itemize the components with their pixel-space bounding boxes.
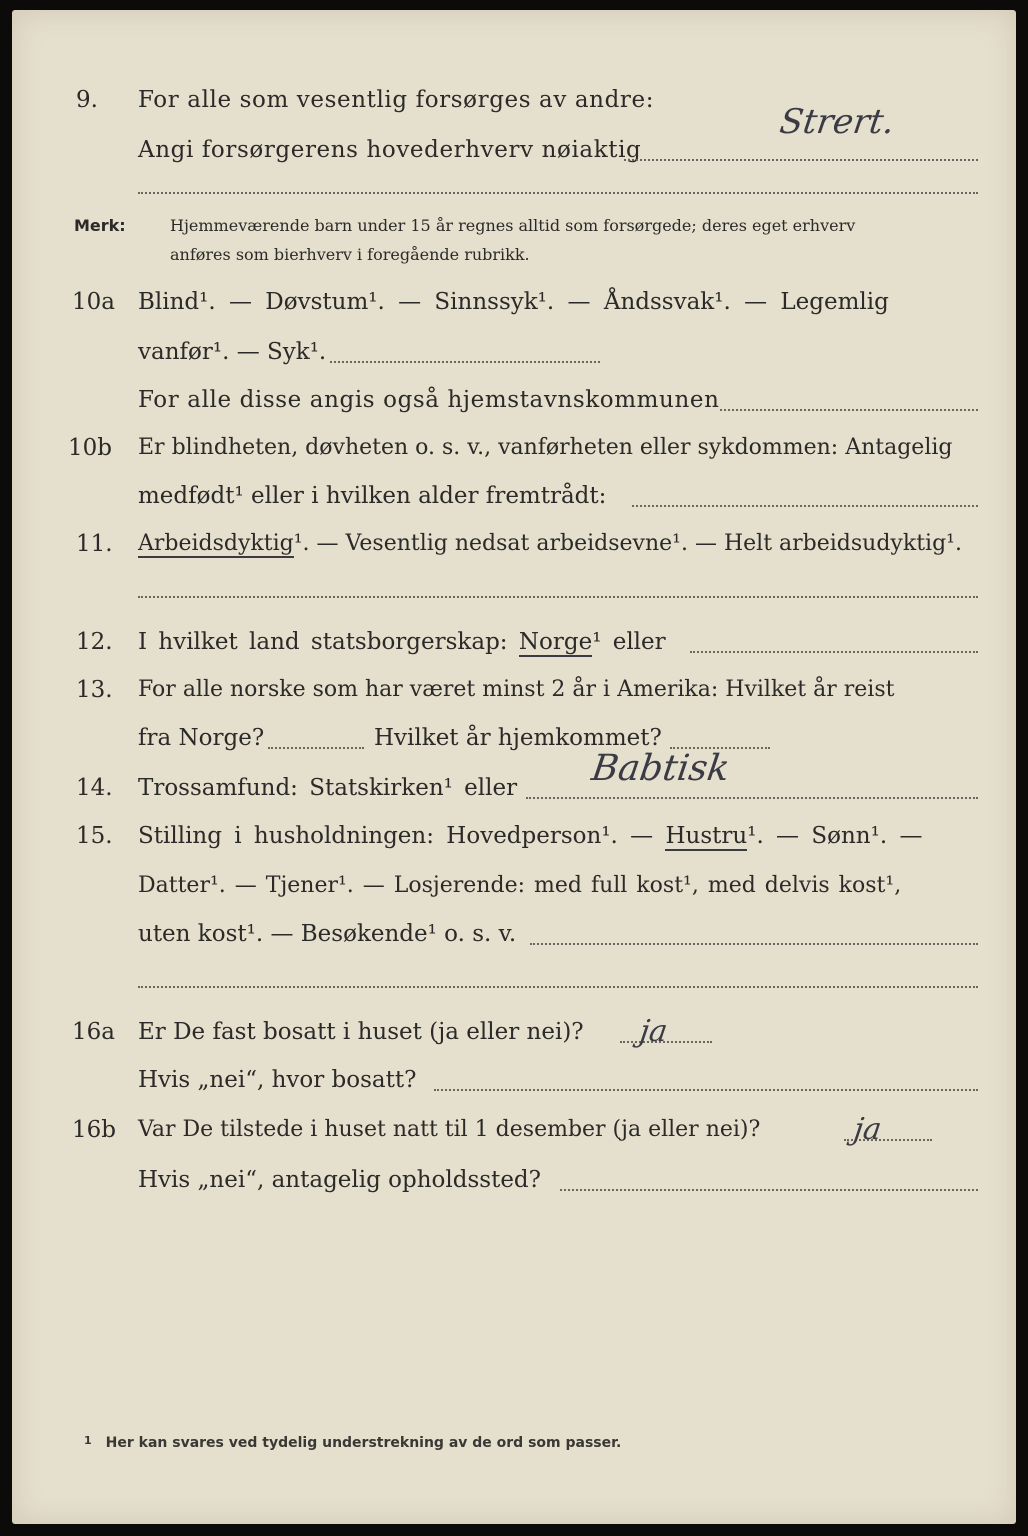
q14-number: 14.	[76, 775, 113, 801]
q13-right-question: Hvilket år hjemkommet?	[374, 725, 662, 751]
q12-question	[138, 622, 666, 662]
footnote	[84, 1434, 621, 1451]
q12-rest: ¹ eller	[592, 629, 666, 655]
q14-answer-line[interactable]	[526, 797, 978, 799]
q12-answer-line[interactable]	[690, 651, 978, 653]
census-form-page	[12, 10, 1016, 1524]
q16b-line2	[12, 1160, 1016, 1200]
q9-extra-answer-line[interactable]	[138, 192, 978, 194]
q13-left-answer-line[interactable]	[268, 747, 364, 749]
q15-line1	[12, 816, 1016, 856]
note-line2: anføres som bierhverv i foregående rubrikk.	[170, 245, 530, 264]
q10a-line3	[12, 380, 1016, 420]
q11-options	[138, 524, 962, 564]
q12-option-norge[interactable]: Norge	[518, 629, 593, 655]
q10b-number: 10b	[68, 435, 112, 461]
q10b-line1	[12, 428, 1016, 468]
footnote-text: Her kan svares ved tydelig understrekning av de ord som passer.	[105, 1435, 622, 1451]
q15-extra-line[interactable]	[138, 986, 978, 988]
q16a-answer-line[interactable]	[620, 1041, 712, 1043]
footnote-mark: 1	[84, 1434, 92, 1447]
q9-handwritten-answer: Strert.	[777, 102, 897, 142]
q10a-hometown-line[interactable]	[720, 409, 978, 411]
q13-line1	[12, 670, 1016, 710]
q14-line	[12, 768, 1016, 808]
q12-line	[12, 622, 1016, 662]
q11-number: 11.	[76, 531, 113, 557]
q16a-question: Er De fast bosatt i huset (ja eller nei)?	[138, 1019, 584, 1045]
q15-line2	[12, 866, 1016, 906]
q16a-followup-line[interactable]	[434, 1089, 978, 1091]
q15-options-cont[interactable]: Datter¹. — Tjener¹. — Losjerende: med full kost¹, med delvis kost¹,	[138, 873, 902, 898]
q10b-answer-line[interactable]	[632, 505, 978, 507]
q9-answer-line[interactable]	[624, 159, 978, 161]
q16b-question: Var De tilstede i huset natt til 1 desember (ja eller nei)?	[138, 1117, 761, 1142]
q10a-options-cont: vanfør¹. — Syk¹.	[138, 339, 327, 365]
q16a-followup: Hvis „nei“, hvor bosatt?	[138, 1067, 417, 1093]
q16a-line2	[12, 1060, 1016, 1100]
q14-question: Trossamfund: Statskirken¹ eller	[138, 775, 518, 801]
q15-number: 15.	[76, 823, 113, 849]
q13-left-question: fra Norge?	[138, 725, 265, 751]
q16a-handwritten-answer: ja	[637, 1014, 670, 1049]
q15-selected-option[interactable]: Hustru	[665, 823, 748, 849]
q15-answer-line[interactable]	[530, 943, 978, 945]
q16b-followup-line[interactable]	[560, 1189, 978, 1191]
q16b-handwritten-answer: ja	[851, 1112, 884, 1147]
q10a-hometown-question: For alle disse angis også hjemstavnskommunen	[138, 387, 720, 413]
q16a-number: 16a	[72, 1019, 115, 1045]
q15-line3	[12, 914, 1016, 954]
q11-other-options[interactable]: ¹. — Vesentlig nedsat arbeidsevne¹. — Helt arbeidsudyktig¹.	[293, 531, 962, 556]
q11-extra-line[interactable]	[138, 596, 978, 598]
note-label: Merk:	[74, 216, 126, 235]
note-line1: Hjemmeværende barn under 15 år regnes alltid som forsørgede; deres eget erhverv	[170, 216, 856, 235]
q10b-question: Er blindheten, døvheten o. s. v., vanførheten eller sykdommen: Antagelig	[138, 435, 953, 460]
q16b-number: 16b	[72, 1117, 116, 1143]
q15-options-end[interactable]: uten kost¹. — Besøkende¹ o. s. v.	[138, 921, 517, 947]
q10a-options: Blind¹. — Døvstum¹. — Sinnssyk¹. — Åndssvak¹. — Legemlig	[138, 289, 889, 315]
q9-instruction: Angi forsørgerens hovederhverv nøiaktig	[138, 137, 642, 163]
q15-options	[138, 816, 922, 856]
q13-number: 13.	[76, 677, 113, 703]
q10b-question-cont: medfødt¹ eller i hvilken alder fremtrådt:	[138, 483, 607, 509]
q14-handwritten-answer: Babtisk	[589, 748, 733, 789]
q10b-line2	[12, 476, 1016, 516]
q15-options-a[interactable]: Stilling i husholdningen: Hovedperson¹. —	[138, 823, 654, 849]
q16b-followup: Hvis „nei“, antagelig opholdssted?	[138, 1167, 541, 1193]
q11-selected-option[interactable]: Arbeidsdyktig	[138, 531, 294, 556]
q16a-line1	[12, 1012, 1016, 1052]
q10a-line2	[12, 332, 1016, 372]
q13-question: For alle norske som har været minst 2 år i Amerika: Hvilket år reist	[138, 677, 895, 702]
q15-options-c[interactable]: ¹. — Sønn¹. —	[747, 823, 923, 849]
q9-question: For alle som vesentlig forsørges av andre:	[138, 87, 655, 113]
q10a-number: 10a	[72, 289, 115, 315]
q12-text: I hvilket land statsborgerskap:	[138, 629, 508, 655]
q12-number: 12.	[76, 629, 113, 655]
q9-number: 9.	[76, 87, 98, 113]
q10a-line1	[12, 282, 1016, 322]
q11-line	[12, 524, 1016, 564]
q13-line2	[12, 718, 1016, 758]
q10a-answer-line[interactable]	[330, 361, 600, 363]
